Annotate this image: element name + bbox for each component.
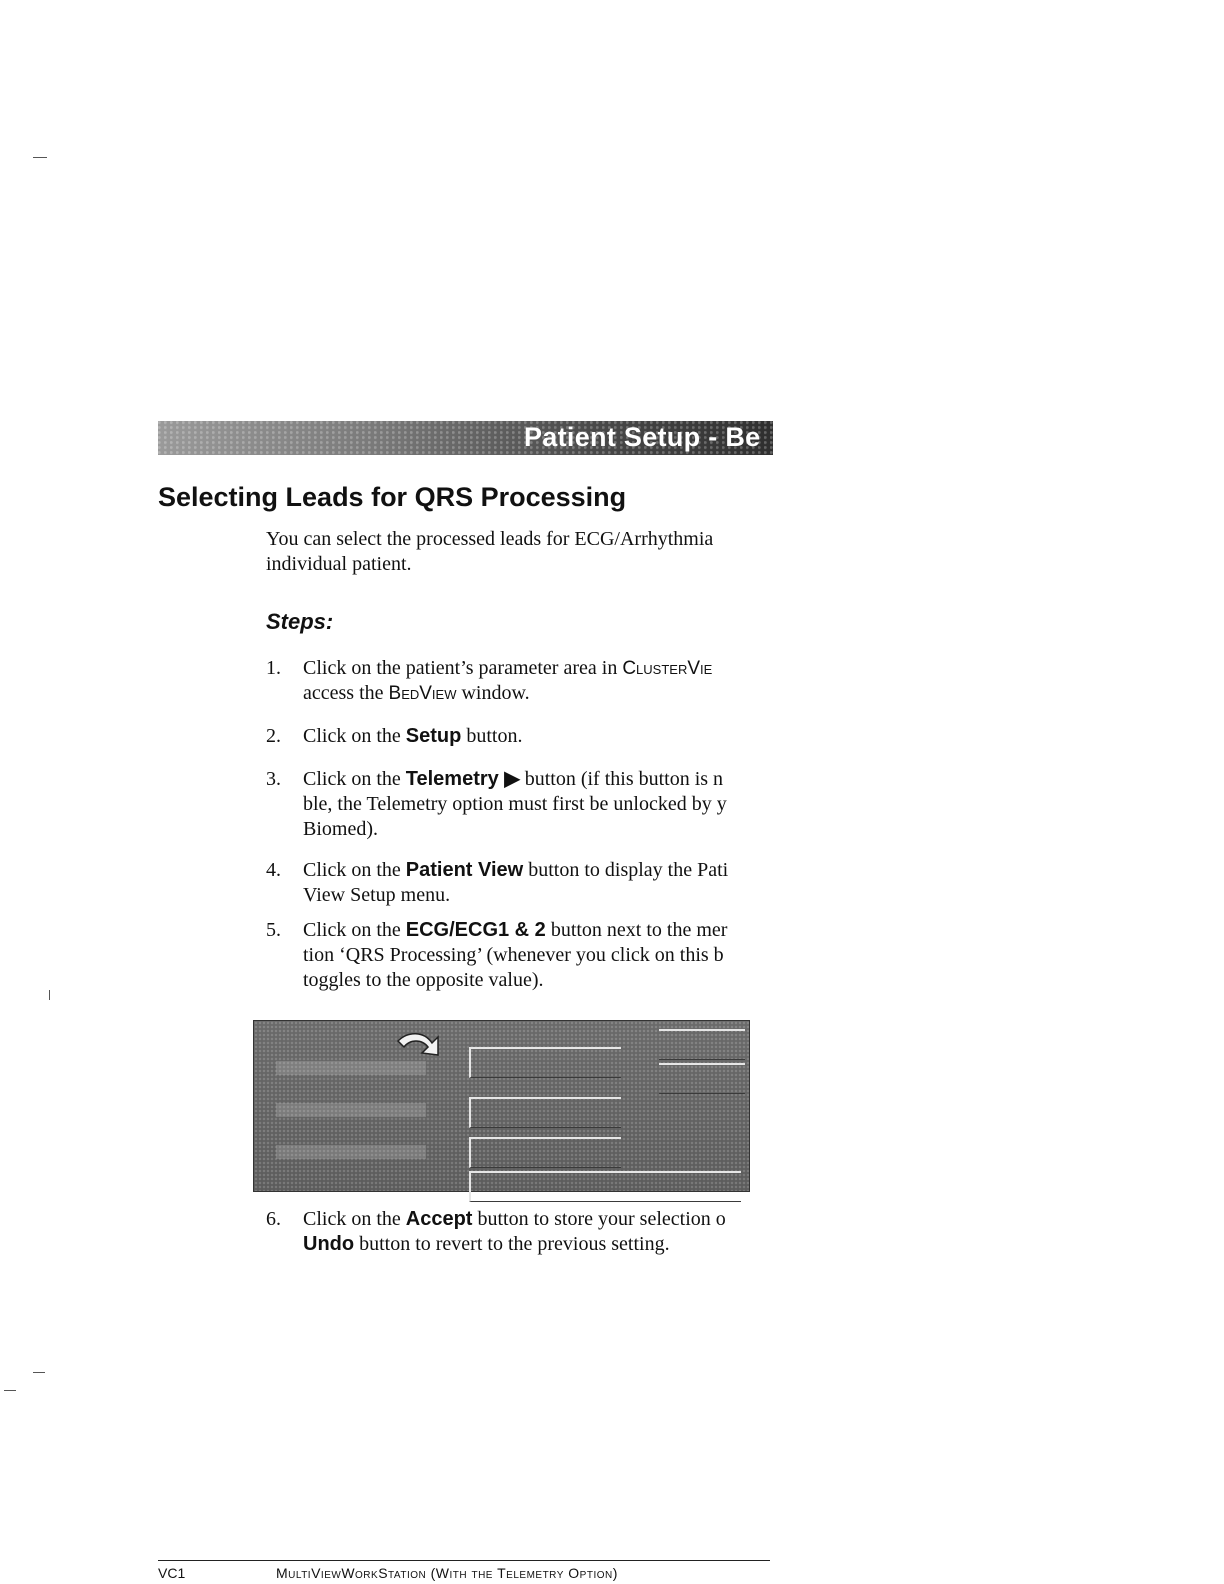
- figure-side-button: [659, 1029, 745, 1060]
- intro-line: individual patient.: [266, 553, 412, 575]
- step-item: [266, 1207, 773, 1259]
- step-number: 2.: [266, 725, 281, 747]
- step-number: 1.: [266, 657, 281, 679]
- step-text: button to store your selection o: [472, 1208, 726, 1230]
- step-item: [266, 767, 773, 843]
- intro-line: You can select the processed leads for ECG/Arrhythmia: [266, 528, 714, 550]
- figure-side-button: [659, 1063, 745, 1094]
- step-text: View Setup menu.: [303, 884, 451, 906]
- step-text: Click on the: [303, 768, 406, 790]
- figure-row-button: [469, 1171, 741, 1202]
- step-number: 4.: [266, 859, 281, 881]
- step-item: [266, 918, 773, 994]
- telemetry-button-label: Telemetry ▶: [405, 768, 520, 790]
- step-text: Click on the patient’s parameter area in: [303, 657, 623, 679]
- patient-view-button-label: Patient View: [405, 859, 524, 881]
- intro-paragraph: [266, 527, 773, 577]
- undo-button-label: Undo: [303, 1233, 355, 1255]
- figure-row-button: [469, 1137, 621, 1168]
- page-id: VC1: [158, 1565, 186, 1581]
- section-title: Selecting Leads for QRS Processing: [158, 482, 627, 512]
- step-ui-term: ClusterVie: [622, 658, 713, 679]
- step-number: 5.: [266, 919, 281, 941]
- figure-row-label: [276, 1145, 426, 1159]
- step-ui-term: BedView: [388, 683, 457, 704]
- accept-button-label: Accept: [405, 1208, 473, 1230]
- step-text: window.: [456, 682, 530, 704]
- step-item: [266, 724, 773, 750]
- step-item: [266, 656, 773, 706]
- step-text: button next to the mer: [545, 919, 728, 941]
- step-text: button to display the Pati: [523, 859, 729, 881]
- step-text: Biomed).: [303, 818, 378, 840]
- step-text: button.: [461, 725, 523, 747]
- scan-mark: [4, 1390, 16, 1391]
- step-text: tion ‘QRS Processing’ (whenever you click on this b: [303, 944, 724, 966]
- step-text: Click on the: [303, 919, 406, 941]
- figure-qrs-processing-button: [469, 1047, 621, 1078]
- patient-view-setup-screenshot: [253, 1020, 750, 1192]
- scan-mark: [49, 990, 50, 1000]
- footer-manual-title: MultiViewWorkStation (With the Telemetry Option): [276, 1565, 618, 1581]
- figure-row-label: [276, 1061, 426, 1075]
- setup-button-label: Setup: [405, 725, 462, 747]
- step-text: button (if this button is n: [519, 768, 724, 790]
- step-text: Click on the: [303, 725, 406, 747]
- step-number: 3.: [266, 768, 281, 790]
- step-number: 6.: [266, 1208, 281, 1230]
- step-text: Click on the: [303, 859, 406, 881]
- banner-title: Patient Setup - Be: [524, 422, 761, 452]
- step-text: button to revert to the previous setting.: [354, 1233, 670, 1255]
- step-text: ble, the Telemetry option must first be unlocked by y: [303, 793, 727, 815]
- chapter-banner: [158, 421, 773, 455]
- step-text: toggles to the opposite value).: [303, 969, 544, 991]
- ecg-button-label: ECG/ECG1 & 2: [405, 919, 546, 941]
- figure-row-button: [469, 1097, 621, 1128]
- scan-mark: [33, 157, 47, 158]
- scan-mark: [33, 1372, 45, 1373]
- step-text: access the: [303, 682, 389, 704]
- figure-row-label: [276, 1103, 426, 1117]
- step-text: Click on the: [303, 1208, 406, 1230]
- pointer-arrow-icon: [394, 1029, 444, 1059]
- step-item: [266, 858, 773, 908]
- steps-heading: Steps:: [266, 609, 334, 634]
- footer-rule: [158, 1560, 770, 1561]
